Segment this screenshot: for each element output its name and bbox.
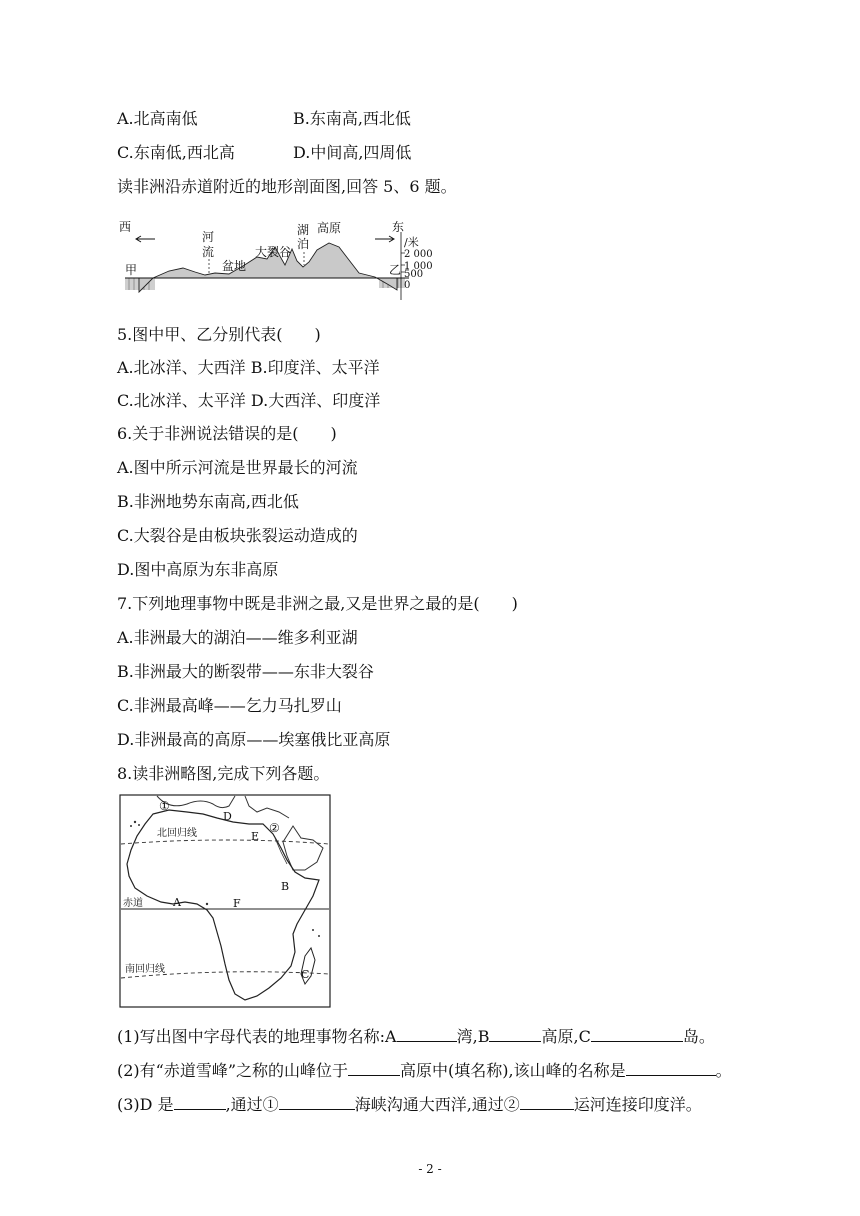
q8-p3-blank-c[interactable] [520,1093,574,1110]
lake-char-2: 泊 [297,237,310,251]
q7-option-b: B.非洲最大的断裂带——东非大裂谷 [117,662,374,681]
q7-option-d: D.非洲最高的高原——埃塞俄比亚高原 [117,730,391,749]
map-label-B: B [281,880,290,893]
scale-tick-1000: 1 000 [404,261,433,272]
q8-part-1 [117,1025,715,1048]
scale-tick-0: 0 [404,280,411,291]
q8-p2-text-c: 。 [715,1061,732,1080]
q8-p3-text-b: ,通过① [225,1095,279,1114]
q7-option-c: C.非洲最高峰——乞力马扎罗山 [117,696,342,715]
q4-option-a: A.北高南低 [117,109,198,128]
q5-options-cd: C.北冰洋、太平洋 D.大西洋、印度洋 [117,391,381,410]
map-label-C: C [301,968,310,981]
africa-sketch-map [117,792,333,1010]
q6-option-c: C.大裂谷是由板块张裂运动造成的 [117,526,358,545]
q8-p1-text-c: 高原,C [541,1027,591,1046]
q7-option-a: A.非洲最大的湖泊——维多利亚湖 [117,628,358,647]
map-label-equator: 赤道 [123,898,143,909]
plateau-label: 高原 [317,221,342,235]
q8-p3-blank-a[interactable] [174,1093,226,1110]
q6-stem: 6.关于非洲说法错误的是( ) [117,424,337,443]
river-char-2: 流 [202,245,215,259]
q8-p1-blank-b[interactable] [489,1025,541,1042]
q6-option-d: D.图中高原为东非高原 [117,560,279,579]
page-number: - 2 - [418,1162,442,1176]
q4-option-c: C.东南低,西北高 [117,143,235,162]
q4-option-d: D.中间高,四周低 [293,143,412,162]
q4-option-row-2 [117,142,412,164]
q8-p2-blank-a[interactable] [348,1059,400,1076]
q4-option-b: B.东南高,西北低 [293,109,411,128]
jia-label: 甲 [125,263,138,277]
q8-p3-text-c: 海峡沟通大西洋,通过② [354,1095,520,1114]
q5-stem: 5.图中甲、乙分别代表( ) [117,325,321,344]
q8-p1-blank-c[interactable] [591,1025,683,1042]
q8-part-2 [117,1059,732,1082]
scale-unit: /米 [404,236,419,249]
profile-west-label: 西 [119,220,132,234]
profile-east-label: 东 [392,220,405,234]
map-label-E: E [251,830,260,843]
yi-label: 乙 [389,263,402,277]
map-label-circle-1: ① [159,799,170,813]
q7-stem: 7.下列地理事物中既是非洲之最,又是世界之最的是( ) [117,594,518,613]
intro-q5-q6: 读非洲沿赤道附近的地形剖面图,回答 5、6 题。 [117,177,457,196]
q8-p2-blank-b[interactable] [626,1059,716,1076]
q8-p2-text-b: 高原中(填名称),该山峰的名称是 [400,1061,626,1080]
river-char-1: 河 [202,230,215,244]
map-label-F: F [233,897,241,910]
q8-p2-text-a: (2)有“赤道雪峰”之称的山峰位于 [117,1061,349,1080]
map-label-tropic-south: 南回归线 [125,964,165,975]
map-label-tropic-north: 北回归线 [157,828,197,839]
q8-p3-blank-b[interactable] [279,1093,355,1110]
q8-p1-text-b: 湾,B [456,1027,490,1046]
terrain-profile-figure [117,214,433,300]
q8-p3-text-a: (3)D 是 [117,1095,174,1114]
q8-p1-blank-a[interactable] [397,1025,457,1042]
rift-label: 大裂谷 [255,245,292,259]
q8-part-3 [117,1093,702,1116]
q8-p1-text-a: (1)写出图中字母代表的地理事物名称:A [117,1027,397,1046]
map-label-D: D [223,810,232,823]
q6-option-a: A.图中所示河流是世界最长的河流 [117,458,358,477]
scale-tick-500: 500 [404,269,424,280]
q5-options-ab: A.北冰洋、大西洋 B.印度洋、太平洋 [117,358,380,377]
basin-label: 盆地 [222,259,247,273]
scale-tick-2000: 2 000 [404,249,433,260]
map-label-circle-2: ② [269,821,280,835]
map-label-A: A [173,896,181,909]
q8-p1-text-d: 岛。 [682,1027,715,1046]
lake-char-1: 湖 [297,223,310,237]
q8-stem: 8.读非洲略图,完成下列各题。 [117,764,330,783]
q6-option-b: B.非洲地势东南高,西北低 [117,492,299,511]
q8-p3-text-d: 运河连接印度洋。 [573,1095,702,1114]
q4-option-row-1 [117,108,411,130]
